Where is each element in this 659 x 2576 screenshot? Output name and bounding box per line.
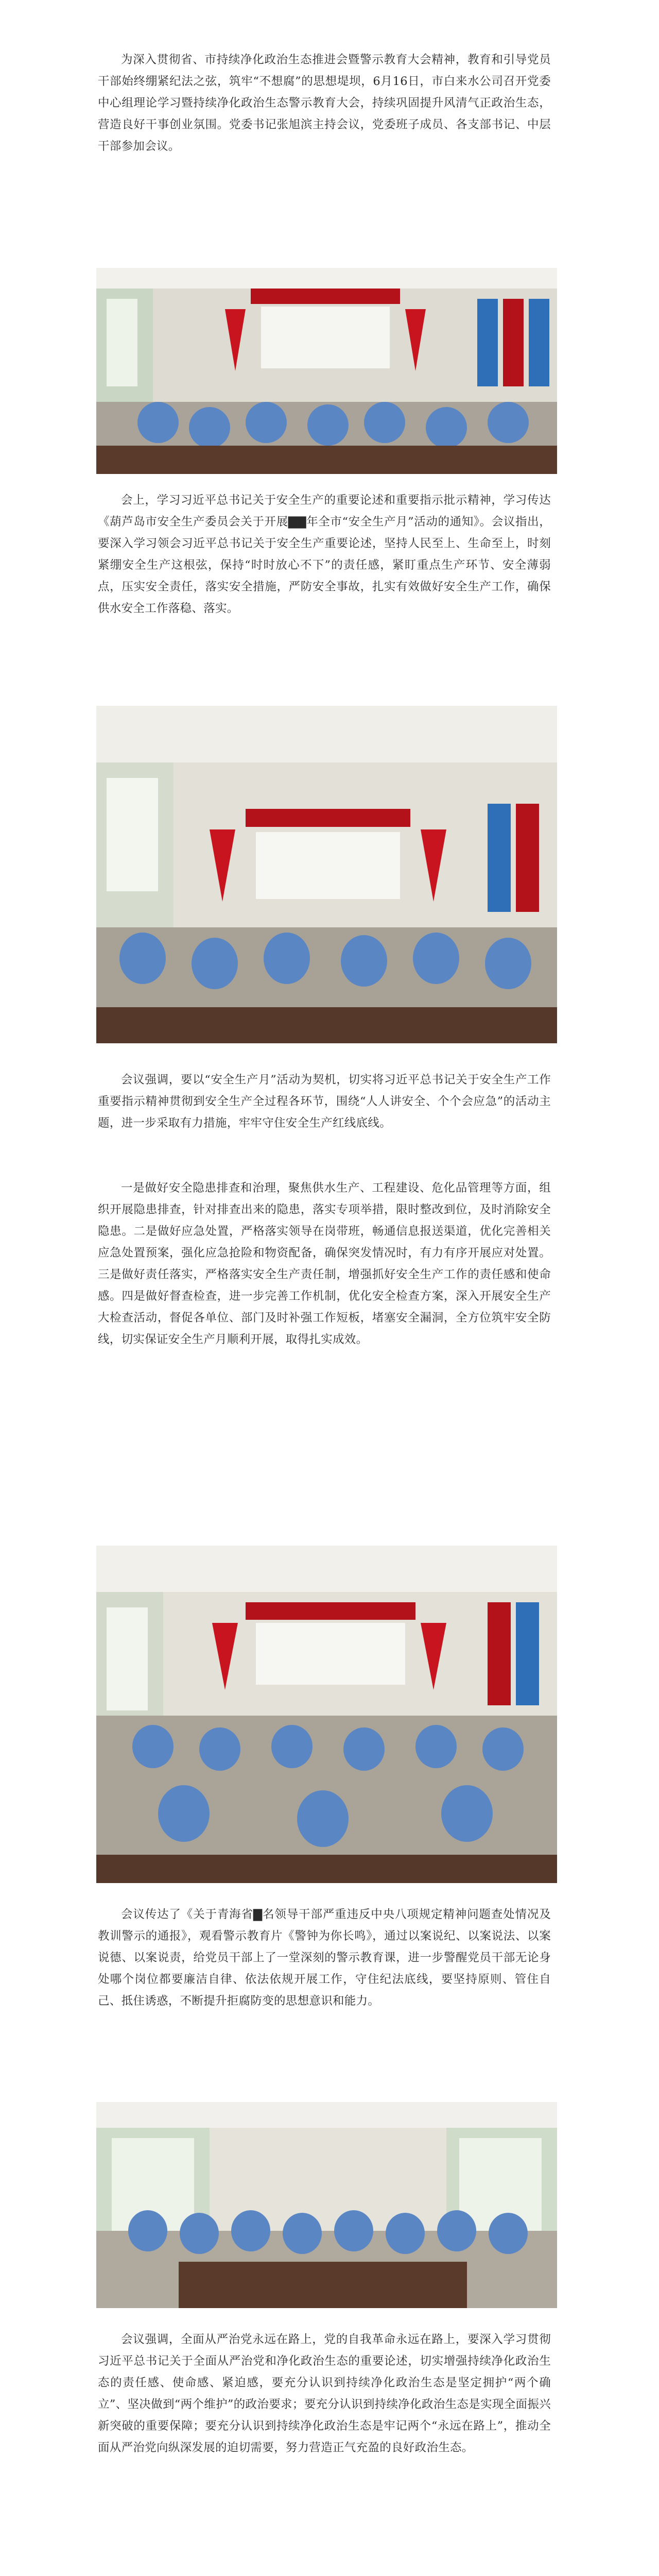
paragraph-measures: 一是做好安全隐患排查和治理，聚焦供水生产、工程建设、危化品管理等方面，组织开展隐患排查，针对排查出来的隐患，落实专项举措，限时整改到位，及时消除安全隐患。二是做好应急处置，严格落实领导在岗带班，畅通信息报送渠道，优化完善相关应急处置预案，强化应急抢险和物资配备，确保突发情况时，有力有序开展应对处置。三是做好责任落实，严格落实安全生产责任制，增强抓好安全生产工作的责任感和使命感。四是做好督查检查，进一步完善工作机制，优化安全检查方案，深入开展安全生产大检查活动，督促各单位、部门及时补强工作短板，堵塞安全漏洞，全方位筑牢安全防线，切实保证安全生产月顺利开展，取得扎实成效。 (98, 1181, 551, 1346)
paragraph-intro: 为深入贯彻省、市持续净化政治生态推进会暨警示教育大会精神，教育和引导党员干部始终绷紧纪法之弦，筑牢“不想腐”的思想堤坝，6月16日，市白来水公司召开党委中心组理论学习暨持续净化政治生态警示教育大会，持续巩固提升风清气正政治生态，营造良好干事创业氛围。党委书记张旭滨主持会议，党委班子成员、各支部书记、中层干部参加会议。 (98, 53, 551, 153)
meeting-room-illustration (96, 2102, 557, 2308)
paragraph-strict-governance: 会议强调，全面从严治党永远在路上，党的自我革命永远在路上，要深入学习贯彻习近平总书记关于全面从严治党和净化政治生态的重要论述，切实增强持续净化政治生态的责任感、使命感、紧迫感，要充分认识到持续净化政治生态是坚定拥护“两个确立”、坚决做到“两个维护”的政治要求；要充分认识到持续净化政治生态是实现全面振兴新突破的重要保障；要充分认识到持续净化政治生态是牢记两个“永远在路上”，推动全面从严治党向纵深发展的迫切需要，努力营造正气充盈的良好政治生态。 (98, 2333, 551, 2454)
meeting-room-illustration (96, 1546, 557, 1883)
paragraph-warning-education: 会议传达了《关于青海省▇名领导干部严重违反中央八项规定精神问题查处情况及教训警示的通报》，观看警示教育片《警钟为你长鸣》，通过以案说纪、以案说法、以案说德、以案说责，给党员干部上了一堂深刻的警示教育课，进一步警醒党员干部无论身处哪个岗位都要廉洁自律、依法依规开展工作，守住纪法底线，要坚持原则、管住自己、抵住诱惑，不断提升拒腐防变的思想意识和能力。 (98, 1908, 551, 2008)
meeting-photo-2 (96, 706, 557, 1043)
meeting-photo-4 (96, 2102, 557, 2308)
meeting-photo-1 (96, 268, 557, 474)
meeting-room-illustration (96, 706, 557, 1043)
paragraph-safety: 会上，学习习近平总书记关于安全生产的重要论述和重要指示批示精神，学习传达《葫芦岛市安全生产委员会关于开展▇▇年全市“安全生产月”活动的通知》。会议指出，要深入学习领会习近平总书记关于安全生产重要论述，坚持人民至上、生命至上，时刻紧绷安全生产这根弦，保持“时时放心不下”的责任感，紧盯重点生产环节、安全薄弱点，压实安全责任，落实安全措施，严防安全事故，扎实有效做好安全生产工作，确保供水安全工作落稳、落实。 (98, 494, 551, 615)
meeting-room-illustration (96, 268, 557, 474)
paragraph-emphasis: 会议强调，要以“安全生产月”活动为契机，切实将习近平总书记关于安全生产工作重要指示精神贯彻到安全生产全过程各环节，围绕“人人讲安全、个个会应急”的活动主题，进一步采取有力措施，牢牢守住安全生产红线底线。 (98, 1073, 551, 1130)
meeting-photo-3 (96, 1546, 557, 1883)
